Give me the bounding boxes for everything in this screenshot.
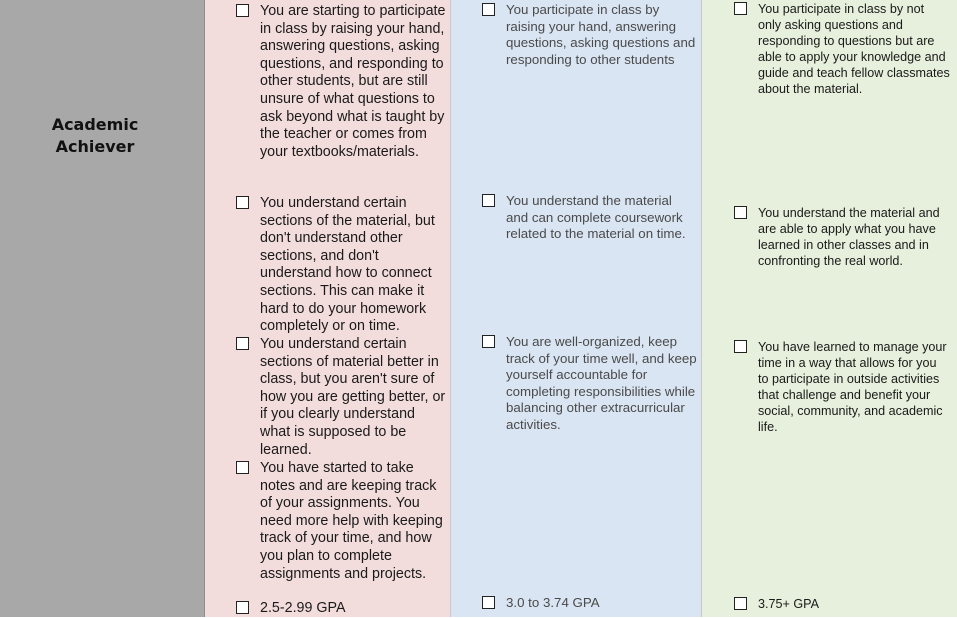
criterion-text: You participate in class by raising your hand, answering questions, asking questions and responding to other students [506, 2, 696, 67]
criterion-item[interactable] [236, 3, 448, 161]
checkbox[interactable] [236, 601, 249, 614]
row-title-line-2: Achiever [55, 137, 135, 156]
criterion-item[interactable] [236, 195, 448, 336]
checkbox[interactable] [482, 194, 495, 207]
column-proficient [451, 0, 702, 617]
gpa-text: 3.0 to 3.74 GPA [506, 595, 600, 610]
criterion-text: You are well-organized, keep track of your time well, and keep yourself accountable for completing responsibilities while balancing other extracurricular activities. [506, 334, 697, 432]
row-label-cell [0, 0, 205, 617]
checkbox[interactable] [236, 461, 249, 474]
criterion-item[interactable] [734, 205, 950, 269]
gpa-text: 2.5-2.99 GPA [260, 600, 346, 616]
checkbox[interactable] [236, 337, 249, 350]
criterion-item-gpa[interactable] [236, 600, 448, 618]
criterion-text: You understand certain sections of the material, but don't understand other sections, and don't understand how to connect sections. This can make it hard to do your homework completely or on time. [260, 195, 435, 335]
criterion-item[interactable] [236, 460, 448, 583]
checkbox[interactable] [482, 335, 495, 348]
criterion-text: You understand the material and can complete coursework related to the material on time. [506, 193, 686, 242]
criterion-item[interactable] [236, 336, 448, 459]
checkbox[interactable] [734, 206, 747, 219]
criterion-text: You have learned to manage your time in a way that allows for you to participate in outside activities that challenge and benefit your social, community, and academic life. [758, 340, 947, 434]
criterion-item[interactable] [734, 339, 950, 435]
gpa-text: 3.75+ GPA [758, 597, 820, 611]
criterion-text: You understand the material and are able to apply what you have learned in other classes and in confronting the real world. [758, 206, 940, 268]
checkbox[interactable] [236, 196, 249, 209]
criterion-text: You participate in class by not only asking questions and responding to questions but are able to apply your knowledge and guide and teach fellow classmates about the material. [758, 2, 950, 96]
checkbox[interactable] [734, 597, 747, 610]
criterion-item[interactable] [734, 1, 950, 97]
column-advanced [702, 0, 957, 617]
checkbox[interactable] [482, 3, 495, 16]
criterion-item[interactable] [482, 334, 697, 434]
checkbox[interactable] [482, 596, 495, 609]
row-title [0, 114, 190, 158]
checkbox[interactable] [734, 340, 747, 353]
criterion-item-gpa[interactable] [734, 596, 950, 612]
criterion-text: You understand certain sections of material better in class, but you aren't sure of how you are getting better, or if you clearly understand what is supposed to be learned. [260, 336, 446, 458]
column-developing [205, 0, 451, 617]
row-title-line-1: Academic [51, 115, 139, 134]
criterion-text: You have started to take notes and are keeping track of your assignments. You need more help with keeping track of your time, and how you plan to complete assignments and projects. [260, 460, 443, 582]
criterion-item[interactable] [482, 2, 697, 68]
criterion-text: You are starting to participate in class by raising your hand, answering questions, asking questions, and responding to other students, but are still unsure of what questions to ask beyond what is taught by the teacher or comes from your textbooks/materials. [260, 3, 446, 160]
checkbox[interactable] [734, 2, 747, 15]
criterion-item[interactable] [482, 193, 697, 243]
criterion-item-gpa[interactable] [482, 595, 697, 612]
checkbox[interactable] [236, 4, 249, 17]
